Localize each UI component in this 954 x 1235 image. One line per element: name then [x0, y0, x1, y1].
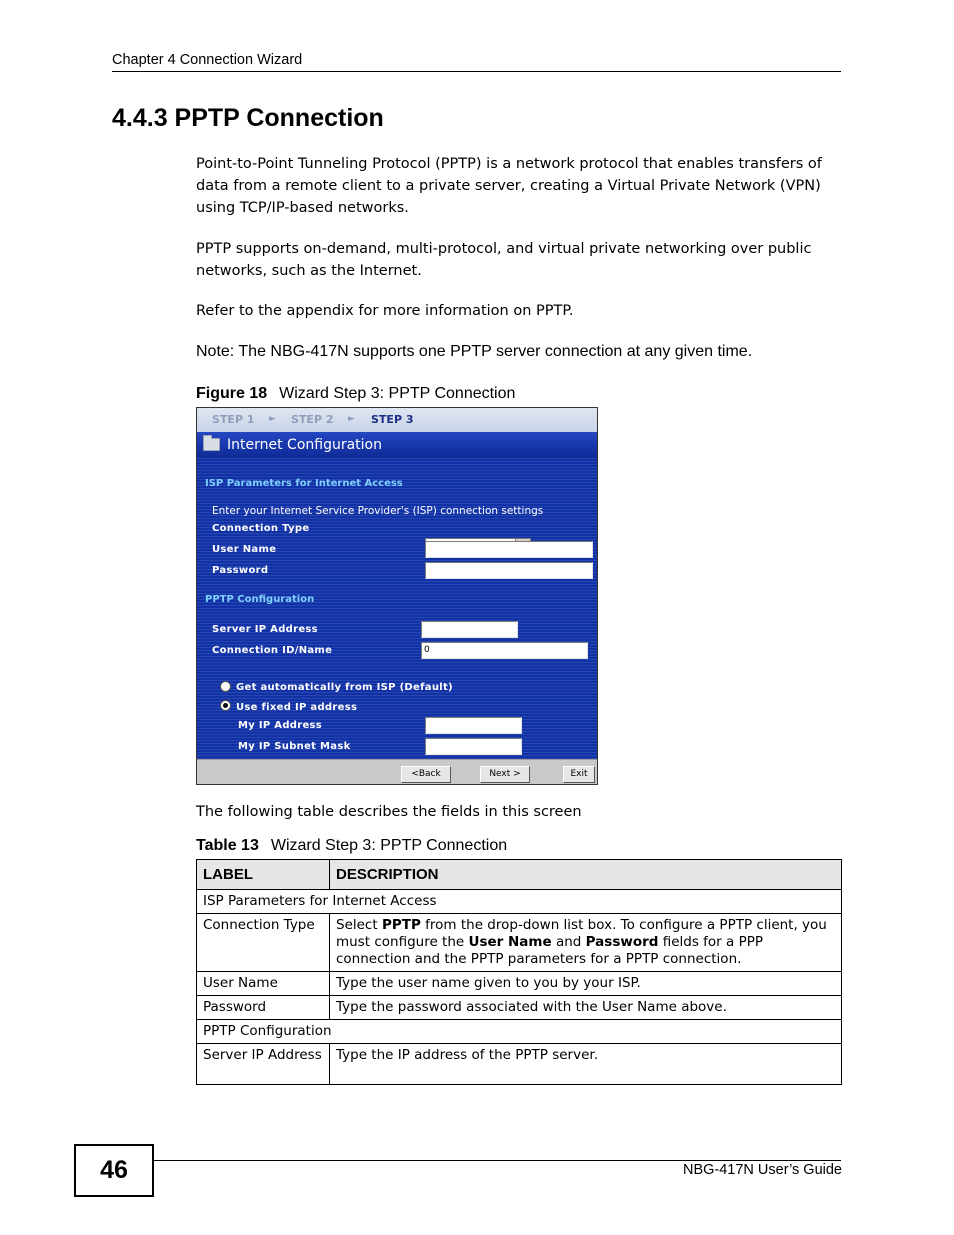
table-row — [197, 914, 842, 972]
section-title: 4.4.3 PPTP Connection — [112, 104, 384, 132]
footer-rule — [152, 1160, 841, 1161]
paragraph-intro: Point-to-Point Tunneling Protocol (PPTP) is a network protocol that enables transfers of data from a remote client to a private server, creating a Virtual Private Network (VPN) using TCP/IP-based networks. — [196, 156, 822, 216]
my-ip-input[interactable] — [425, 717, 522, 734]
password-input[interactable] — [425, 562, 593, 579]
row-description: Type the user name given to you by your ISP. — [330, 972, 842, 996]
table-row — [197, 996, 842, 1020]
connection-type-label: Connection Type — [212, 523, 310, 534]
row-label: Password — [197, 996, 330, 1020]
pptp-section-heading: PPTP Configuration — [205, 594, 315, 605]
button-bar — [197, 759, 598, 785]
wizard-screenshot — [196, 407, 598, 785]
row-description: Type the password associated with the User Name above. — [330, 996, 842, 1020]
table-intro: The following table describes the fields in this screen — [196, 804, 582, 820]
table-label: Table 13 — [196, 837, 259, 854]
row-description: Type the IP address of the PPTP server. — [330, 1044, 842, 1085]
server-ip-label: Server IP Address — [212, 624, 318, 635]
radio-fixed-ip-label: Use fixed IP address — [236, 702, 358, 713]
page-number: 46 — [74, 1144, 154, 1197]
table-caption-text: Wizard Step 3: PPTP Connection — [270, 837, 508, 854]
row-label: Server IP Address — [197, 1044, 330, 1085]
step-arrow-icon: ► — [348, 414, 355, 424]
header-rule — [112, 71, 841, 72]
radio-fixed-ip[interactable] — [220, 700, 231, 711]
back-button[interactable]: <Back — [401, 766, 451, 783]
next-button[interactable]: Next > — [480, 766, 530, 783]
figure-label: Figure 18 — [196, 385, 268, 402]
server-ip-input[interactable] — [421, 621, 518, 638]
isp-section-heading: ISP Parameters for Internet Access — [205, 478, 403, 489]
table-row — [197, 972, 842, 996]
note: Note: The NBG-417N supports one PPTP server connection at any given time. — [196, 343, 753, 360]
panel-title: Internet Configuration — [227, 437, 382, 453]
connection-id-input[interactable]: 0 — [421, 642, 588, 659]
isp-intro-text: Enter your Internet Service Provider's (ISP) connection settings — [212, 505, 544, 517]
paragraph-appendix: Refer to the appendix for more information on PPTP. — [196, 303, 574, 319]
table-section-row — [197, 1020, 842, 1044]
step-1[interactable]: STEP 1 — [212, 413, 255, 426]
paragraph-support: PPTP supports on-demand, multi-protocol, and virtual private networking over public networks, such as the Internet. — [196, 241, 812, 279]
panel-title-bar — [197, 432, 598, 458]
step-arrow-icon: ► — [269, 414, 276, 424]
table-header-row — [197, 860, 842, 890]
guide-name: NBG-417N User’s Guide — [682, 1162, 842, 1178]
folder-icon — [203, 438, 220, 451]
my-ip-label: My IP Address — [238, 720, 323, 731]
config-panel — [197, 432, 598, 759]
connection-id-label: Connection ID/Name — [212, 645, 333, 656]
user-name-input[interactable] — [425, 541, 593, 558]
wizard-steps — [197, 408, 598, 432]
my-mask-label: My IP Subnet Mask — [238, 741, 351, 752]
exit-button[interactable]: Exit — [563, 766, 595, 783]
step-2[interactable]: STEP 2 — [291, 413, 334, 426]
chapter-header: Chapter 4 Connection Wizard — [112, 52, 303, 68]
user-name-label: User Name — [212, 544, 277, 555]
radio-auto-ip-label: Get automatically from ISP (Default) — [236, 682, 453, 693]
section-pptp: PPTP Configuration — [197, 1020, 842, 1044]
my-mask-input[interactable] — [425, 738, 522, 755]
radio-auto-ip[interactable] — [220, 681, 231, 692]
section-isp: ISP Parameters for Internet Access — [197, 890, 842, 914]
figure-caption-text: Wizard Step 3: PPTP Connection — [279, 385, 516, 402]
row-label: User Name — [197, 972, 330, 996]
step-3[interactable]: STEP 3 — [371, 413, 414, 426]
row-description: Select PPTP from the drop-down list box. To configure a PPTP client, you must configure the User Name and Password fields for a PPP connection and the PPTP parameters for a PPTP connection. — [330, 914, 842, 972]
description-table — [196, 859, 842, 1085]
row-label: Connection Type — [197, 914, 330, 972]
table-section-row — [197, 890, 842, 914]
figure-caption — [196, 385, 515, 403]
header-label: LABEL — [197, 860, 330, 890]
table-caption — [196, 837, 507, 855]
password-label: Password — [212, 565, 269, 576]
header-description: DESCRIPTION — [330, 860, 842, 890]
table-row — [197, 1044, 842, 1085]
